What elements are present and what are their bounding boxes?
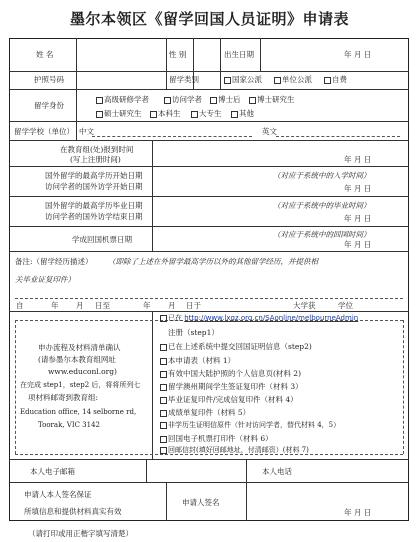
row-divider: [9, 196, 409, 197]
remarks-day-at: 日于: [186, 301, 201, 310]
checkbox-icon: [231, 111, 238, 118]
identity-option[interactable]: [150, 109, 181, 118]
row-divider: [9, 459, 409, 460]
instructions-line: (请参墨尔本教育组网址: [38, 355, 116, 364]
option-label: 博士研究生: [257, 95, 295, 104]
return-ticket-date-field[interactable]: 年 月 日: [344, 240, 372, 249]
birth-label: 出生日期: [224, 50, 254, 59]
school-cn-label: 中文: [79, 127, 94, 136]
end-date-label-visitor: 访问学者的国外访学结束日期: [45, 212, 143, 221]
checkbox-icon: [160, 436, 167, 443]
identity-option[interactable]: [191, 109, 222, 118]
checkbox-icon: [160, 410, 167, 417]
checklist-step1-suffix: 注册（step1）: [168, 328, 219, 337]
checklist-item[interactable]: [160, 395, 298, 404]
checkbox-icon: [96, 111, 103, 118]
row-divider: [9, 89, 409, 90]
checklist-text: 成绩单复印件（材料 5）: [168, 408, 251, 417]
checkbox-icon: [274, 77, 281, 84]
form-title: 墨尔本领区《留学回国人员证明》申请表: [69, 10, 349, 28]
col-divider: [152, 311, 153, 459]
checklist-item[interactable]: [160, 408, 250, 417]
option-label: 自费: [332, 75, 347, 84]
checklist-text: 留学澳州期间学生签证复印件（材料 3）: [168, 382, 303, 391]
checkin-sub-label: (写上注册时间): [70, 155, 121, 164]
col-divider: [152, 140, 153, 251]
instructions-line: 项材料邮寄到教育组:: [28, 393, 99, 402]
checkbox-icon: [164, 97, 171, 104]
passport-label: 护照号码: [34, 75, 64, 84]
checklist-item[interactable]: [160, 434, 273, 443]
end-date-note: （对应于系统中的毕业时间）: [273, 201, 371, 210]
checkbox-icon: [160, 422, 167, 429]
mailing-address: Education office, 14 selborne rd,: [20, 408, 137, 416]
option-label: 大专生: [199, 109, 222, 118]
remarks-day-to: 日至: [95, 301, 110, 310]
option-label: 本科生: [158, 109, 181, 118]
row-divider: [9, 311, 409, 312]
start-date-label: 国外留学的最高学历开始日期: [45, 171, 143, 180]
name-label: 姓 名: [36, 50, 54, 59]
checklist-text: 已在: [168, 314, 182, 322]
declaration-line2: 所填信息和提供材料真实有效: [24, 507, 122, 516]
checkbox-icon: [160, 358, 167, 365]
remarks-from: 自: [16, 301, 24, 310]
instructions-website[interactable]: www.educonl.org): [48, 367, 117, 376]
phone-field[interactable]: [310, 465, 404, 477]
checklist-step1[interactable]: [160, 314, 358, 323]
email-field[interactable]: [150, 465, 242, 477]
dashed-divider: [403, 320, 404, 454]
checkbox-icon: [160, 384, 167, 391]
checklist-item[interactable]: [160, 356, 235, 365]
row-divider: [9, 251, 409, 252]
col-divider: [166, 482, 167, 521]
category-option-state[interactable]: [224, 75, 262, 84]
phone-label: 本人电话: [262, 467, 292, 476]
identity-option[interactable]: [96, 95, 149, 104]
gender-label: 性 别: [169, 50, 187, 59]
row-divider: [9, 226, 409, 227]
footer-note: （请打印或用正楷字填写清楚）: [28, 529, 133, 538]
col-divider: [76, 38, 77, 140]
instructions-title: 申办流程及材料清单确认: [38, 343, 121, 352]
end-date-label: 国外留学的最高学历毕业日期: [45, 201, 143, 210]
identity-option[interactable]: [210, 95, 241, 104]
dashed-divider: [15, 298, 403, 299]
return-ticket-note: （对应于系统中的回国时间）: [273, 230, 371, 239]
return-ticket-label: 学成回国机票日期: [72, 235, 132, 244]
checkbox-icon: [191, 111, 198, 118]
checkbox-icon: [160, 344, 167, 351]
checklist-text: 已在上述系统中提交回国证明信息（step2): [168, 342, 312, 351]
checklist-item[interactable]: [160, 369, 301, 378]
checkin-label: 在教育组(处)报到时间: [60, 145, 134, 154]
checklist-text: 毕业证复印件/完成信复印件（材料 4）: [168, 395, 298, 404]
remarks-month: 月: [76, 301, 84, 310]
col-divider: [166, 38, 167, 89]
school-label: 留学学校（单位）: [14, 127, 74, 136]
checklist-text: 有效中国大陆护照的个人信息页(材料 2): [168, 369, 302, 378]
signature-label: 申请人签名: [182, 498, 220, 507]
checkbox-icon: [160, 371, 167, 378]
start-date-label-visitor: 访问学者的国外访学开始日期: [45, 182, 143, 191]
remarks-note-cont: 关毕业证复印件）: [15, 275, 75, 284]
signature-field[interactable]: [252, 486, 332, 506]
declaration-line1: 申请人本人签名保证: [24, 490, 92, 499]
remarks-year2: 年: [143, 301, 151, 310]
remarks-university: 大学获: [293, 301, 316, 310]
checklist-item[interactable]: [160, 446, 309, 455]
col-divider: [146, 459, 147, 482]
school-en-field[interactable]: [276, 136, 400, 137]
option-label: 高级研修学者: [104, 95, 149, 104]
checkbox-icon: [160, 315, 167, 322]
identity-label: 留学身份: [34, 101, 64, 110]
signature-date-field[interactable]: 年 月 日: [344, 508, 372, 517]
option-label: 国家公派: [232, 75, 262, 84]
remarks-year: 年: [51, 301, 59, 310]
row-divider: [9, 166, 409, 167]
remarks-label: 备注:（留学经历描述）: [15, 257, 93, 266]
row-divider: [9, 140, 409, 141]
category-label: 留学类别: [169, 75, 199, 84]
remarks-month2: 月: [168, 301, 176, 310]
option-label: 单位公派: [282, 75, 312, 84]
checkbox-icon: [324, 77, 331, 84]
category-option-unit[interactable]: [274, 75, 312, 84]
row-divider: [9, 71, 409, 72]
birth-date-field[interactable]: 年 月 日: [344, 50, 372, 59]
remarks-note: （即除了上述在外留学最高学历以外的其他留学经历，并提供相: [108, 257, 318, 266]
school-en-label: 英文: [262, 127, 277, 136]
option-label: 访问学者: [172, 95, 202, 104]
checkin-date-field[interactable]: 年 月 日: [344, 155, 372, 164]
checkbox-icon: [249, 97, 256, 104]
school-cn-field[interactable]: [92, 136, 252, 137]
identity-option[interactable]: [164, 95, 202, 104]
checkbox-icon: [150, 111, 157, 118]
row-divider: [9, 121, 409, 122]
col-divider: [220, 38, 221, 89]
checkbox-icon: [224, 77, 231, 84]
col-divider: [260, 38, 261, 71]
identity-option[interactable]: [96, 109, 142, 118]
checklist-text: 本申请表（材料 1）: [168, 356, 236, 365]
checklist-text: 非学历生证明信原件（针对访问学者，替代材料 4，5）: [168, 421, 341, 429]
end-date-field[interactable]: 年 月 日: [344, 214, 372, 223]
registration-link[interactable]: http://www.lxgz.org.cn/SAonline/melbourneAdmin: [184, 314, 359, 322]
checklist-text: 回国电子机票打印件（材料 6）: [168, 434, 273, 443]
dashed-divider: [15, 320, 16, 454]
col-divider: [246, 482, 247, 521]
option-label: 博士后: [218, 95, 241, 104]
start-date-field[interactable]: 年 月 日: [344, 184, 372, 193]
checklist-text: 回邮信封(填好回邮地址，付清邮资）(材料 7): [168, 446, 309, 454]
option-label: 硕士研究生: [104, 109, 142, 118]
remarks-degree: 学位: [338, 301, 353, 310]
checklist-step2[interactable]: [160, 342, 312, 351]
checklist-item[interactable]: [160, 421, 340, 430]
category-option-self[interactable]: [324, 75, 347, 84]
identity-option[interactable]: [231, 109, 254, 118]
checkbox-icon: [210, 97, 217, 104]
option-label: 其他: [239, 109, 254, 118]
name-field[interactable]: [93, 50, 163, 59]
checkbox-icon: [96, 97, 103, 104]
col-divider: [246, 459, 247, 482]
start-date-note: （对应于系统中的入学时间）: [273, 171, 371, 180]
mailing-address-city: Toorak, VIC 3142: [38, 421, 100, 429]
checkbox-icon: [160, 397, 167, 404]
instructions-line: 在完成 step1，step2 后，将将所列七: [20, 381, 141, 389]
identity-option[interactable]: [249, 95, 295, 104]
checklist-item[interactable]: [160, 382, 303, 391]
email-label: 本人电子邮箱: [30, 467, 75, 476]
row-divider: [9, 482, 409, 483]
checkbox-icon: [160, 447, 167, 454]
